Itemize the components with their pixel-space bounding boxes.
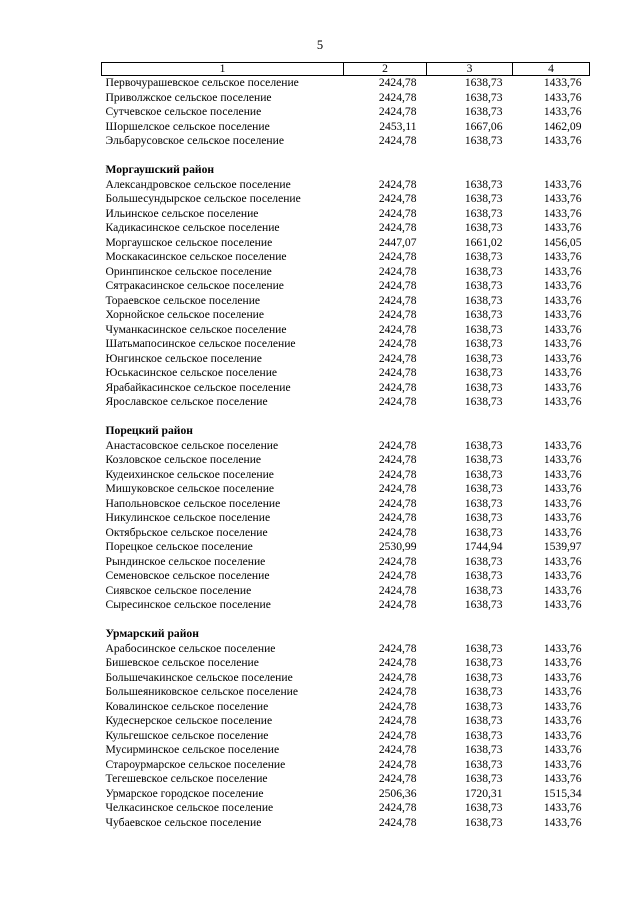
table-row	[102, 526, 590, 541]
value-col-3: 1638,73	[464, 772, 503, 785]
value-col-3: 1638,73	[464, 322, 503, 336]
value-col-3: 1638,73	[464, 569, 503, 582]
value-col-4: 1433,76	[543, 76, 582, 89]
value-col-2: 2424,78	[378, 293, 417, 307]
value-col-2: 2424,78	[378, 221, 417, 234]
value-col-3: 1638,73	[464, 206, 503, 220]
value-col-2: 2424,78	[378, 76, 417, 89]
settlement-name: Напольновское сельское поселение	[105, 496, 281, 510]
value-col-2: 2424,78	[378, 438, 417, 452]
value-col-3: 1638,73	[464, 395, 503, 408]
value-col-4: 1433,76	[543, 583, 582, 597]
value-col-3: 1638,73	[464, 583, 503, 597]
value-col-3: 1638,73	[464, 177, 503, 191]
table-row	[102, 598, 590, 613]
table-row	[102, 801, 590, 816]
table-row	[102, 685, 590, 700]
table-row	[102, 700, 590, 715]
value-col-4: 1433,76	[543, 192, 582, 205]
value-col-3: 1638,73	[464, 757, 503, 771]
value-col-4: 1515,34	[543, 786, 582, 800]
table-row	[102, 91, 590, 106]
value-col-2: 2424,78	[378, 583, 417, 597]
settlement-name: Александровское сельское поселение	[105, 177, 291, 191]
value-col-4: 1433,76	[543, 279, 582, 292]
value-col-4: 1433,76	[543, 728, 582, 742]
district-heading-row	[102, 424, 590, 439]
settlement-name: Большечакинское сельское поселение	[105, 670, 293, 684]
settlement-name: Сиявское сельское поселение	[105, 583, 252, 597]
value-col-2: 2424,78	[378, 264, 417, 278]
value-col-4: 1433,76	[543, 380, 582, 394]
value-col-2: 2424,78	[378, 250, 417, 263]
value-col-3: 1638,73	[464, 134, 503, 147]
settlement-name: Анастасовское сельское поселение	[105, 438, 279, 452]
table-row	[102, 236, 590, 251]
table-row	[102, 511, 590, 526]
settlement-name: Семеновское сельское поселение	[105, 569, 270, 582]
value-col-3: 1638,73	[464, 279, 503, 292]
settlement-name: Шатьмапосинское сельское поселение	[105, 337, 296, 350]
value-col-4: 1433,76	[543, 699, 582, 713]
table-row	[102, 76, 590, 91]
settlement-name: Тегешевское сельское поселение	[105, 772, 268, 785]
value-col-2: 2424,78	[378, 351, 417, 365]
spacer-row	[102, 613, 590, 628]
value-col-2: 2530,99	[378, 540, 417, 553]
value-col-2: 2424,78	[378, 453, 417, 466]
value-col-4: 1433,76	[543, 685, 582, 698]
settlement-name: Москакасинское сельское поселение	[105, 250, 287, 263]
value-col-2: 2506,36	[378, 786, 417, 800]
value-col-2: 2424,78	[378, 772, 417, 785]
value-col-2: 2447,07	[378, 235, 417, 249]
value-col-3: 1667,06	[464, 119, 503, 133]
value-col-3: 1744,94	[464, 540, 503, 553]
value-col-3: 1638,73	[464, 685, 503, 698]
value-col-4: 1539,97	[543, 540, 582, 553]
value-col-4: 1433,76	[543, 482, 582, 495]
table-row	[102, 816, 590, 831]
value-col-4: 1433,76	[543, 250, 582, 263]
settlement-name: Большесундырское сельское поселение	[105, 192, 301, 205]
settlement-name: Бишевское сельское поселение	[105, 656, 259, 669]
header-col-3: 3	[427, 63, 513, 76]
value-col-2: 2424,78	[378, 569, 417, 582]
settlement-name: Сыресинское сельское поселение	[105, 598, 271, 611]
value-col-2: 2424,78	[378, 714, 417, 727]
value-col-2: 2424,78	[378, 482, 417, 495]
settlement-name: Козловское сельское поселение	[105, 453, 262, 466]
table-row	[102, 294, 590, 309]
settlement-name: Юськасинское сельское поселение	[105, 366, 278, 379]
value-col-3: 1638,73	[464, 308, 503, 321]
value-col-4: 1433,76	[543, 757, 582, 771]
spacer-cell	[102, 149, 590, 164]
value-col-3: 1638,73	[464, 554, 503, 568]
value-col-4: 1433,76	[543, 453, 582, 466]
value-col-2: 2424,78	[378, 641, 417, 655]
value-col-4: 1433,76	[543, 221, 582, 234]
settlement-name: Первочурашевское сельское поселение	[105, 76, 299, 89]
settlement-name: Чуманкасинское сельское поселение	[105, 322, 287, 336]
value-col-2: 2424,78	[378, 322, 417, 336]
table-row	[102, 468, 590, 483]
settlement-name: Сятракасинское сельское поселение	[105, 279, 284, 292]
value-col-4: 1433,76	[543, 90, 582, 104]
district-title: Порецкий район	[105, 424, 193, 437]
value-col-4: 1433,76	[543, 351, 582, 365]
table-row	[102, 758, 590, 773]
spacer-cell	[102, 410, 590, 425]
settlement-name: Моргаушское сельское поселение	[105, 235, 273, 249]
settlement-name: Кадикасинское сельское поселение	[105, 221, 280, 234]
value-col-3: 1638,73	[464, 366, 503, 379]
table-row	[102, 569, 590, 584]
value-col-3: 1638,73	[464, 598, 503, 611]
value-col-2: 2424,78	[378, 699, 417, 713]
settlement-name: Оринпинское сельское поселение	[105, 264, 272, 278]
settlement-name: Шоршелское сельское поселение	[105, 119, 270, 133]
value-col-3: 1638,73	[464, 496, 503, 510]
value-col-2: 2424,78	[378, 757, 417, 771]
settlement-name: Никулинское сельское поселение	[105, 511, 271, 524]
value-col-3: 1638,73	[464, 76, 503, 89]
table-row	[102, 352, 590, 367]
value-col-2: 2424,78	[378, 105, 417, 118]
value-col-2: 2424,78	[378, 656, 417, 669]
settlement-name: Большеяниковское сельское поселение	[105, 685, 298, 698]
table-row	[102, 337, 590, 352]
value-col-3: 1638,73	[464, 105, 503, 118]
settlement-name: Мишуковское сельское поселение	[105, 482, 275, 495]
table-row	[102, 787, 590, 802]
table-row	[102, 453, 590, 468]
table-row	[102, 308, 590, 323]
value-col-2: 2424,78	[378, 192, 417, 205]
tariff-table	[101, 62, 590, 830]
value-col-2: 2424,78	[378, 728, 417, 742]
value-col-3: 1638,73	[464, 293, 503, 307]
settlement-name: Хорнойское сельское поселение	[105, 308, 265, 321]
value-col-2: 2424,78	[378, 554, 417, 568]
value-col-2: 2424,78	[378, 366, 417, 379]
settlement-name: Мусирминское сельское поселение	[105, 743, 280, 756]
value-col-2: 2424,78	[378, 134, 417, 147]
value-col-3: 1638,73	[464, 467, 503, 481]
value-col-4: 1456,05	[543, 235, 582, 249]
value-col-2: 2424,78	[378, 801, 417, 814]
value-col-4: 1433,76	[543, 206, 582, 220]
value-col-4: 1433,76	[543, 322, 582, 336]
value-col-3: 1638,73	[464, 90, 503, 104]
value-col-3: 1638,73	[464, 264, 503, 278]
settlement-name: Кульгешское сельское поселение	[105, 728, 269, 742]
district-heading-row	[102, 163, 590, 178]
header-col-4: 4	[513, 63, 590, 76]
value-col-4: 1462,09	[543, 119, 582, 133]
value-col-4: 1433,76	[543, 177, 582, 191]
value-col-4: 1433,76	[543, 264, 582, 278]
value-col-2: 2424,78	[378, 395, 417, 408]
value-col-2: 2424,78	[378, 467, 417, 481]
value-col-3: 1638,73	[464, 656, 503, 669]
settlement-name: Ковалинское сельское поселение	[105, 699, 269, 713]
district-title: Урмарский район	[105, 627, 199, 640]
value-col-2: 2424,78	[378, 815, 417, 829]
settlement-name: Ярославское сельское поселение	[105, 395, 268, 408]
page-number: 5	[316, 38, 324, 52]
value-col-3: 1638,73	[464, 250, 503, 263]
value-col-3: 1638,73	[464, 815, 503, 829]
settlement-name: Чубаевское сельское поселение	[105, 815, 262, 829]
settlement-name: Порецкое сельское поселение	[105, 540, 253, 553]
value-col-4: 1433,76	[543, 598, 582, 611]
value-col-4: 1433,76	[543, 743, 582, 756]
settlement-name: Арабосинское сельское поселение	[105, 641, 276, 655]
value-col-3: 1638,73	[464, 670, 503, 684]
value-col-2: 2424,78	[378, 525, 417, 539]
value-col-4: 1433,76	[543, 511, 582, 524]
settlement-name: Приволжское сельское поселение	[105, 90, 272, 104]
table-row	[102, 439, 590, 454]
spacer-cell	[102, 613, 590, 628]
value-col-3: 1638,73	[464, 192, 503, 205]
value-col-4: 1433,76	[543, 293, 582, 307]
value-col-4: 1433,76	[543, 714, 582, 727]
settlement-name: Ильинское сельское поселение	[105, 206, 259, 220]
value-col-3: 1638,73	[464, 380, 503, 394]
table-row	[102, 642, 590, 657]
value-col-4: 1433,76	[543, 366, 582, 379]
value-col-2: 2424,78	[378, 743, 417, 756]
settlement-name: Челкасинское сельское поселение	[105, 801, 274, 814]
header-row	[102, 63, 590, 76]
value-col-4: 1433,76	[543, 134, 582, 147]
value-col-2: 2424,78	[378, 308, 417, 321]
table-row	[102, 381, 590, 396]
value-col-3: 1638,73	[464, 743, 503, 756]
value-col-4: 1433,76	[543, 641, 582, 655]
value-col-3: 1638,73	[464, 453, 503, 466]
table-body	[102, 76, 590, 831]
value-col-4: 1433,76	[543, 496, 582, 510]
table-row	[102, 134, 590, 149]
header-col-2: 2	[344, 63, 427, 76]
table-row	[102, 540, 590, 555]
settlement-name: Ярабайкасинское сельское поселение	[105, 380, 291, 394]
value-col-4: 1433,76	[543, 554, 582, 568]
value-col-3: 1638,73	[464, 525, 503, 539]
table-row	[102, 221, 590, 236]
value-col-4: 1433,76	[543, 801, 582, 814]
value-col-3: 1638,73	[464, 337, 503, 350]
value-col-4: 1433,76	[543, 395, 582, 408]
table-row	[102, 729, 590, 744]
district-title: Моргаушский район	[105, 163, 215, 176]
table-row	[102, 192, 590, 207]
value-col-3: 1720,31	[464, 786, 503, 800]
table-header	[102, 63, 590, 76]
value-col-2: 2424,78	[378, 598, 417, 611]
spacer-row	[102, 149, 590, 164]
settlement-name: Юнгинское сельское поселение	[105, 351, 262, 365]
value-col-2: 2424,78	[378, 90, 417, 104]
value-col-4: 1433,76	[543, 815, 582, 829]
value-col-2: 2424,78	[378, 380, 417, 394]
table-row	[102, 323, 590, 338]
value-col-2: 2424,78	[378, 337, 417, 350]
value-col-3: 1638,73	[464, 699, 503, 713]
value-col-3: 1638,73	[464, 714, 503, 727]
settlement-name: Кудеснерское сельское поселение	[105, 714, 273, 727]
table-row	[102, 178, 590, 193]
value-col-4: 1433,76	[543, 308, 582, 321]
table-row	[102, 584, 590, 599]
settlement-name: Урмарское городское поселение	[105, 786, 264, 800]
table-row	[102, 279, 590, 294]
settlement-name: Эльбарусовское сельское поселение	[105, 134, 284, 147]
district-heading-row	[102, 627, 590, 642]
value-col-4: 1433,76	[543, 337, 582, 350]
header-col-1: 1	[102, 63, 344, 76]
value-col-3: 1638,73	[464, 641, 503, 655]
table-row	[102, 482, 590, 497]
value-col-4: 1433,76	[543, 569, 582, 582]
table-row	[102, 120, 590, 135]
value-col-2: 2424,78	[378, 511, 417, 524]
value-col-4: 1433,76	[543, 467, 582, 481]
settlement-name: Староурмарское сельское поселение	[105, 757, 286, 771]
spacer-row	[102, 410, 590, 425]
settlement-name: Кудеихинское сельское поселение	[105, 467, 274, 481]
value-col-2: 2424,78	[378, 496, 417, 510]
value-col-2: 2453,11	[379, 119, 417, 133]
table-row	[102, 555, 590, 570]
table-row	[102, 656, 590, 671]
value-col-3: 1638,73	[464, 351, 503, 365]
table-row	[102, 207, 590, 222]
table-row	[102, 395, 590, 410]
value-col-2: 2424,78	[378, 685, 417, 698]
settlement-name: Тораевское сельское поселение	[105, 293, 261, 307]
value-col-4: 1433,76	[543, 105, 582, 118]
value-col-4: 1433,76	[543, 438, 582, 452]
value-col-4: 1433,76	[543, 772, 582, 785]
value-col-3: 1638,73	[464, 438, 503, 452]
value-col-3: 1661,02	[464, 235, 503, 249]
value-col-3: 1638,73	[464, 482, 503, 495]
value-col-4: 1433,76	[543, 670, 582, 684]
value-col-3: 1638,73	[464, 511, 503, 524]
value-col-2: 2424,78	[378, 279, 417, 292]
value-col-4: 1433,76	[543, 656, 582, 669]
settlement-name: Рындинское сельское поселение	[105, 554, 266, 568]
table-row	[102, 743, 590, 758]
table-row	[102, 105, 590, 120]
table-row	[102, 671, 590, 686]
table-row	[102, 366, 590, 381]
settlement-name: Октябрьское сельское поселение	[105, 525, 268, 539]
value-col-3: 1638,73	[464, 801, 503, 814]
value-col-2: 2424,78	[378, 670, 417, 684]
value-col-3: 1638,73	[464, 221, 503, 234]
table-row	[102, 714, 590, 729]
value-col-2: 2424,78	[378, 177, 417, 191]
value-col-4: 1433,76	[543, 525, 582, 539]
table-row	[102, 265, 590, 280]
value-col-3: 1638,73	[464, 728, 503, 742]
table-row	[102, 497, 590, 512]
value-col-2: 2424,78	[378, 206, 417, 220]
table-row	[102, 250, 590, 265]
settlement-name: Сутчевское сельское поселение	[105, 105, 262, 118]
table-row	[102, 772, 590, 787]
